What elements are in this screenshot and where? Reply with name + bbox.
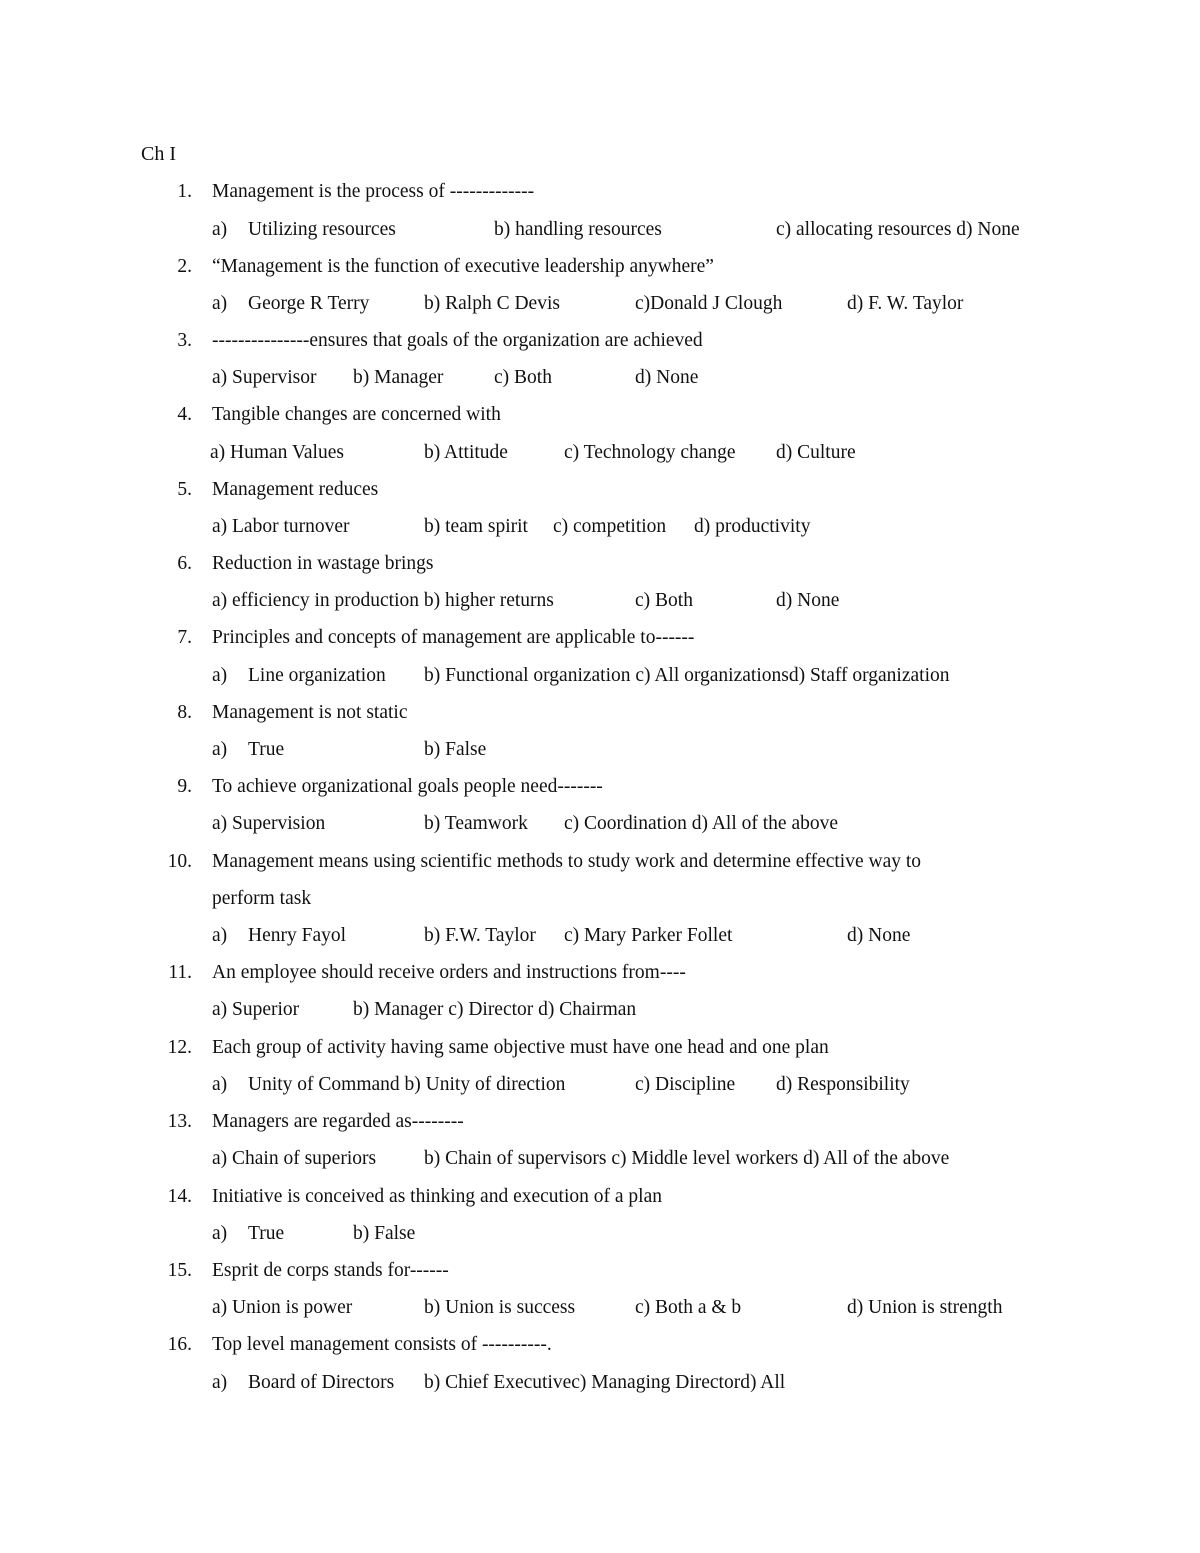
question-text: Tangible changes are concerned with (212, 404, 501, 425)
option: b) Chief Executivec) Managing Directord) All (424, 1372, 786, 1393)
option: d) None (847, 925, 911, 946)
question-text: An employee should receive orders and instructions from---- (212, 962, 686, 983)
question-number: 9. (177, 776, 192, 797)
option: True (248, 739, 285, 760)
question-number: 10. (167, 851, 192, 872)
option: b) Manager c) Director d) Chairman (353, 999, 637, 1020)
option: d) None (635, 367, 699, 388)
question-text: Esprit de corps stands for------ (212, 1260, 449, 1281)
option: d) productivity (694, 516, 811, 537)
option: Line organization (248, 665, 386, 686)
chapter-heading: Ch I (141, 143, 176, 165)
option: a) Labor turnover (212, 516, 350, 537)
option: True (248, 1223, 285, 1244)
option: Unity of Command b) Unity of direction (248, 1074, 566, 1095)
option: c) competition (553, 516, 667, 537)
question-number: 14. (167, 1186, 192, 1207)
question-number: 12. (167, 1037, 192, 1058)
option: a) (212, 293, 228, 314)
question-number: 4. (177, 404, 192, 425)
question-text: ---------------ensures that goals of the organization are achieved (212, 330, 703, 351)
option: Utilizing resources (248, 219, 396, 240)
option: a) Union is power (212, 1297, 353, 1318)
option: a) (212, 925, 228, 946)
option: Henry Fayol (248, 925, 347, 946)
question-number: 16. (167, 1334, 192, 1355)
option: a) (212, 1074, 228, 1095)
option: d) Union is strength (847, 1297, 1003, 1318)
question-number: 7. (177, 627, 192, 648)
option: a) (212, 739, 228, 760)
question-number: 5. (177, 479, 192, 500)
question-text: Management means using scientific methods to study work and determine effective way to (212, 851, 922, 872)
option: b) Teamwork (424, 813, 528, 834)
question-number: 13. (167, 1111, 192, 1132)
question-number: 15. (167, 1260, 192, 1281)
option: c) Coordination d) All of the above (564, 813, 839, 834)
question-text: Top level management consists of ----------. (212, 1334, 552, 1355)
question-text: Reduction in wastage brings (212, 553, 434, 574)
question-text: “Management is the function of executive leadership anywhere” (212, 256, 714, 277)
option: a) Supervisor (212, 367, 317, 388)
option: c) Discipline (635, 1074, 736, 1095)
option: a) (212, 665, 228, 686)
option: c) Mary Parker Follet (564, 925, 733, 946)
option: d) None (776, 590, 840, 611)
option: b) Union is success (424, 1297, 576, 1318)
option: Board of Directors (248, 1372, 395, 1393)
option: b) Manager (353, 367, 444, 388)
question-text: Principles and concepts of management are applicable to------ (212, 627, 695, 648)
option: b) Ralph C Devis (424, 293, 560, 314)
question-text: Each group of activity having same objective must have one head and one plan (212, 1037, 829, 1058)
option: b) Chain of supervisors c) Middle level workers d) All of the above (424, 1148, 950, 1169)
option: a) (212, 219, 228, 240)
option: b) F.W. Taylor (424, 925, 536, 946)
question-text: Management reduces (212, 479, 379, 500)
option: a) efficiency in production b) higher returns (212, 590, 554, 611)
option: a) Human Values (210, 442, 344, 463)
option: b) Functional organization c) All organizationsd) Staff organization (424, 665, 950, 686)
option: a) (212, 1372, 228, 1393)
question-text: To achieve organizational goals people need------- (212, 776, 603, 797)
option: a) Superior (212, 999, 300, 1020)
option: a) Supervision (212, 813, 326, 834)
option: c) Both (635, 590, 693, 611)
option: b) False (424, 739, 487, 760)
option: b) False (353, 1223, 416, 1244)
option: b) Attitude (424, 442, 508, 463)
option: b) handling resources (494, 219, 662, 240)
option: George R Terry (248, 293, 370, 314)
question-number: 1. (177, 181, 192, 202)
option: c) Both a & b (635, 1297, 742, 1318)
question-number: 8. (177, 702, 192, 723)
option: d) Culture (776, 442, 856, 463)
option: a) (212, 1223, 228, 1244)
option: c) allocating resources d) None (776, 219, 1020, 240)
option: c) Both (494, 367, 552, 388)
question-number: 6. (177, 553, 192, 574)
question-text: Initiative is conceived as thinking and execution of a plan (212, 1186, 662, 1207)
question-number: 11. (168, 962, 192, 983)
question-number: 2. (177, 256, 192, 277)
option: b) team spirit (424, 516, 528, 537)
question-text: Managers are regarded as-------- (212, 1111, 464, 1132)
question-text: Management is not static (212, 702, 408, 723)
question-text: perform task (212, 888, 312, 909)
question-number: 3. (177, 330, 192, 351)
option: d) F. W. Taylor (847, 293, 964, 314)
option: d) Responsibility (776, 1074, 910, 1095)
question-text: Management is the process of ------------- (212, 181, 535, 202)
option: c)Donald J Clough (635, 293, 783, 314)
option: c) Technology change (564, 442, 736, 463)
option: a) Chain of superiors (212, 1148, 377, 1169)
